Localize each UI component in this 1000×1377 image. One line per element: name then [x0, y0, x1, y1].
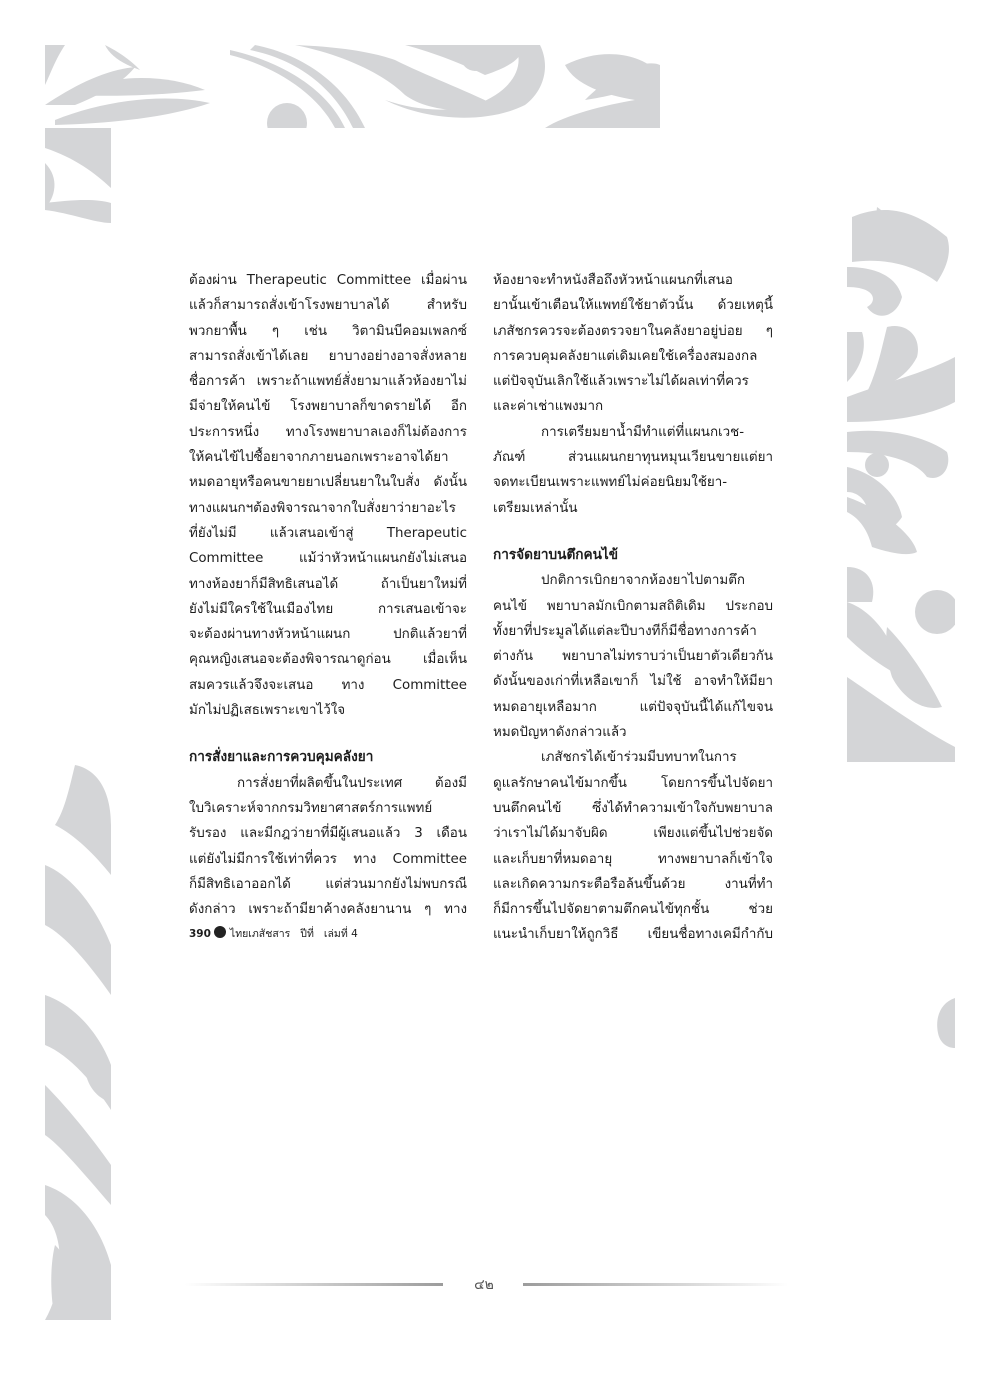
footer-page-ref: 390	[189, 928, 211, 941]
text-line: หมดอายุหรือคนขายยาเปลี่ยนยาในใบสั่ง ดังนั้น	[189, 475, 467, 491]
text-line: บนตึกคนไข้ ซึ่งได้ทำความเข้าใจกับพยาบาล	[493, 800, 773, 816]
text-line: จะต้องผ่านทางหัวหน้าแผนก ปกติแล้วยาที่	[189, 627, 467, 643]
section-heading-ordering-inventory: การสั่งยาและการควบคุมคลังยา	[189, 749, 374, 766]
paragraph-ward-requisition	[493, 568, 773, 745]
text-line: หมดปัญหาดังกล่าวแล้ว	[493, 725, 627, 741]
text-line: เภสัชกรควรจะต้องตรวจยาในคลังยาอยู่บ่อย ๆ	[493, 323, 773, 339]
text-line: สมควรแล้วจึงจะเสนอ ทาง Committee	[189, 677, 467, 693]
text-line: ว่าเราไม่ได้มาจับผิด เพียงแต่ขึ้นไปช่วยจัด	[493, 826, 773, 842]
text-line: ดูแลรักษาคนไข้มากขึ้น โดยการขึ้นไปจัดยา	[493, 775, 773, 791]
text-line: ทางห้องยาก็มีสิทธิเสนอได้ ถ้าเป็นยาใหม่ที่	[189, 576, 467, 592]
text-line: และเก็บยาที่หมดอายุ ทางพยาบาลก็เข้าใจ	[493, 851, 773, 867]
section-heading-ward-dispensing: การจัดยาบนตึกคนไข้	[493, 546, 619, 563]
text-line: ประการหนึ่ง ทางโรงพยาบาลเองก็ไม่ต้องการ	[189, 424, 467, 440]
text-line: ดังกล่าว เพราะถ้ามียาค้างคลังยานาน ๆ ทาง	[189, 902, 467, 918]
floral-ornament-right-small-icon	[935, 998, 955, 1048]
text-line: ก็มีสิทธิเอาออกได้ แต่ส่วนมากยังไม่พบกรณี	[189, 876, 467, 892]
text-line: การสั่งยาที่ผลิตขึ้นในประเทศ ต้องมี	[237, 775, 467, 791]
text-line: ภัณฑ์ ส่วนแผนกยาทุนหมุนเวียนขายแต่ยา	[493, 450, 773, 466]
text-line: คนไข้ พยาบาลมักเบิกตามสถิติเดิม ประกอบ	[493, 598, 773, 614]
paragraph-liquid-preparations	[493, 420, 773, 521]
text-line: ก็มีการขึ้นไปจัดยาตามตึกคนไข้ทุกชั้น ช่วย	[493, 902, 773, 918]
floral-ornament-left-lower-icon	[45, 765, 111, 1320]
text-line: หมดอายุเหลือมาก แต่ปัจจุบันนี้ได้แก้ไขจน	[493, 699, 773, 715]
text-line: ทางแผนกฯต้องพิจารณาจากใบสั่งยาว่ายาอะไร	[189, 500, 456, 516]
footer-year: ปีที่	[300, 928, 314, 941]
text-line: แล้วก็สามารถสั่งเข้าโรงพยาบาลได้ สำหรับ	[189, 298, 467, 314]
text-line: พวกยาพื้น ๆ เช่น วิตามินบีคอมเพลกซ์	[189, 323, 467, 339]
text-line: ต้องผ่าน Therapeutic Committee เมื่อผ่าน	[189, 273, 467, 288]
text-line: ต่างกัน พยาบาลไม่ทราบว่าเป็นยาตัวเดียวกัน	[493, 649, 773, 665]
floral-ornament-right-icon	[847, 207, 955, 762]
text-line: ยังไม่มีใครใช้ในเมืองไทย การเสนอเข้าจะ	[189, 601, 467, 617]
text-line: แนะนำเก็บยาให้ถูกวิธี เขียนชื่อทางเคมีกำกับ	[493, 927, 773, 943]
text-line: มีจ่ายให้คนไข้ โรงพยาบาลก็ขาดรายได้ อีก	[189, 399, 467, 415]
text-line: เตรียมเหล่านั้น	[493, 500, 578, 516]
left-text-column	[189, 268, 467, 948]
paragraph-ordering	[189, 771, 467, 923]
spacer	[189, 723, 467, 745]
text-line: ดังนั้นของเก่าที่เหลือเขาก็ ไม่ใช้ อาจทำให้มียา	[493, 674, 773, 690]
text-line: เภสัชกรได้เข้าร่วมมีบทบาทในการ	[541, 750, 737, 766]
text-line: และเกิดความกระตือรือล้นขึ้นด้วย งานที่ทำ	[493, 876, 773, 892]
text-line: ปกติการเบิกยาจากห้องยาไปตามตึก	[541, 573, 745, 589]
journal-logo-icon	[214, 926, 226, 938]
journal-footer	[189, 922, 467, 947]
right-text-column	[493, 268, 773, 948]
page-number: ๔๒	[474, 1277, 494, 1293]
page-rule-right	[523, 1283, 788, 1286]
floral-ornament-top-icon	[45, 45, 660, 128]
text-line: ห้องยาจะทำหนังสือถึงหัวหน้าแผนกที่เสนอ	[493, 273, 733, 288]
text-line: จดทะเบียนเพราะแพทย์ไม่ค่อยนิยมใช้ยา-	[493, 475, 728, 491]
floral-ornament-left-upper-icon	[45, 128, 111, 223]
paragraph-inventory-control	[493, 268, 773, 420]
text-line: รับรอง และมีกฎว่ายาที่มีผู้เสนอแล้ว 3 เดือน	[189, 826, 467, 842]
text-line: ยานั้นเข้าเตือนให้แพทย์ใช้ยาตัวนั้น ด้วยเหตุนี้	[493, 298, 773, 314]
text-line: ใบวิเคราะห์จากกรมวิทยาศาสตร์การแพทย์	[189, 800, 433, 816]
footer-volume: เล่มที่ 4	[323, 928, 358, 941]
text-line: ชื่อการค้า เพราะถ้าแพทย์สั่งยามาแล้วห้องยาไม่	[189, 374, 467, 390]
paragraph-pharmacist-role	[493, 745, 773, 947]
text-line: มักไม่ปฏิเสธเพราะเขาไว้ใจ	[189, 703, 346, 719]
text-line: ทั้งยาที่ประมูลได้แต่ละปีบางทีก็มีชื่อทางการค้า	[493, 623, 757, 639]
text-line: ที่ยังไม่มี แล้วเสนอเข้าสู่ Therapeutic	[189, 525, 467, 541]
text-line: แต่ปัจจุบันเลิกใช้แล้วเพราะไม่ได้ผลเท่าที่ควร	[493, 374, 749, 390]
text-line: และค่าเช่าแพงมาก	[493, 399, 604, 415]
text-line: Committee แม้ว่าหัวหน้าแผนกยังไม่เสนอ	[189, 551, 467, 567]
text-line: การเตรียมยาน้ำมีทำแต่ที่แผนกเวช-	[541, 424, 745, 440]
text-line: แต่ยังไม่มีการใช้เท่าที่ควร ทาง Committee	[189, 851, 467, 867]
footer-journal-name: ไทยเภสัชสาร	[229, 928, 291, 941]
page-rule-left	[185, 1283, 443, 1286]
spacer	[493, 521, 773, 543]
text-line: การควบคุมคลังยาแต่เดิมเคยใช้เครื่องสมองกล	[493, 348, 758, 364]
paragraph-committee	[189, 268, 467, 723]
text-line: ให้คนไข้ไปซื้อยาจากภายนอกเพราะอาจได้ยา	[189, 450, 449, 466]
text-line: คุณหญิงเสนอจะต้องพิจารณาดูก่อน เมื่อเห็น	[189, 652, 467, 668]
text-line: สามารถสั่งเข้าได้เลย ยาบางอย่างอาจสั่งหลาย	[189, 348, 467, 364]
